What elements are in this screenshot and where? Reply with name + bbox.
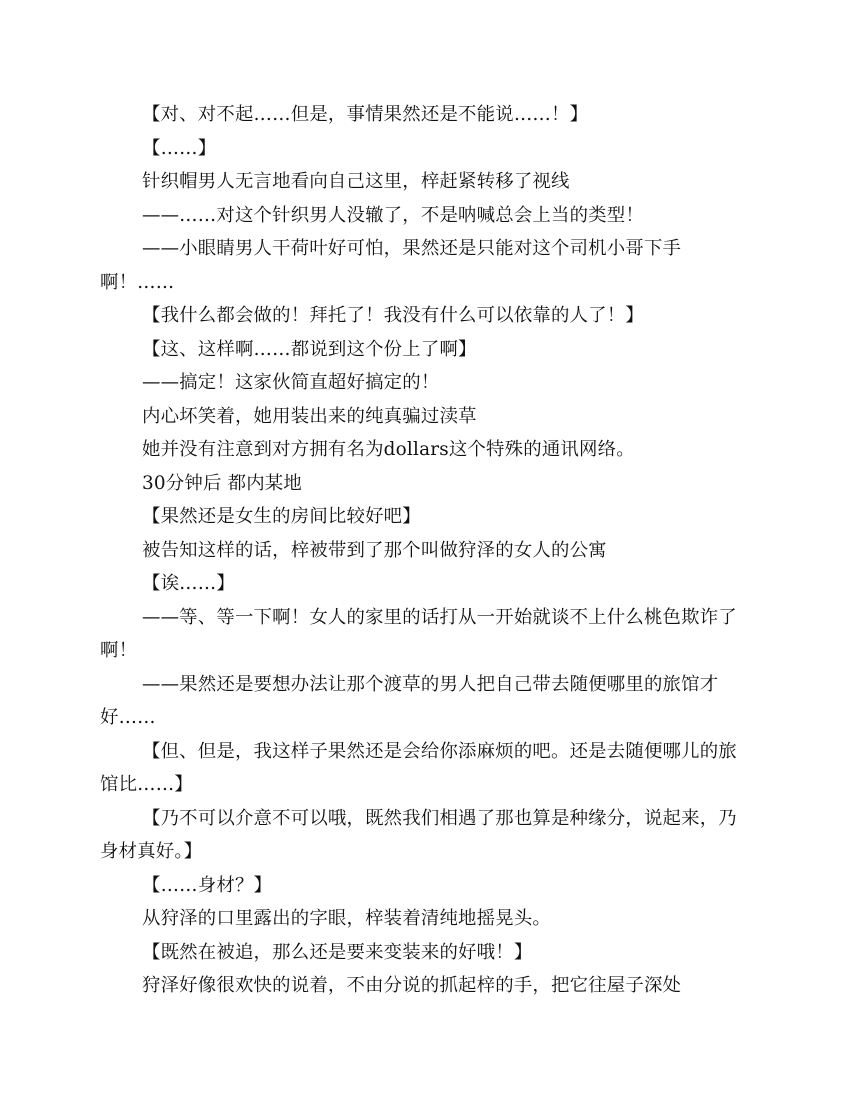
paragraph: ——小眼睛男人干荷叶好可怕，果然还是只能对这个司机小哥下手啊！…… (100, 238, 682, 293)
paragraph: 从狩泽的口里露出的字眼，梓装着清纯地摇晃头。 (142, 908, 551, 929)
paragraph: 【果然还是女生的房间比较好吧】 (142, 506, 421, 527)
paragraph: 30分钟后 都内某地 (142, 472, 302, 494)
paragraph: ——搞定！这家伙简直超好搞定的！ (142, 372, 440, 393)
paragraph: 她并没有注意到对方拥有名为dollars这个特殊的通讯网络。 (142, 439, 635, 460)
paragraph: 【……】 (142, 137, 217, 159)
paragraph: 内心坏笑着，她用装出来的纯真骗过渎草 (142, 405, 477, 427)
paragraph: 狩泽好像很欢快的说着，不由分说的抓起梓的手，把它往屋子深处 (142, 975, 682, 996)
paragraph: 针织帽男人无言地看向自己这里，梓赶紧转移了视线 (142, 171, 570, 192)
paragraph: ——……对这个针织男人没辙了，不是呐喊总会上当的类型！ (142, 204, 644, 226)
document-body (100, 98, 748, 1003)
paragraph: 【诶……】 (142, 573, 235, 594)
paragraph: 【我什么都会做的！拜托了！我没有什么可以依靠的人了！】 (142, 305, 644, 326)
paragraph: 【既然在被追，那么还是要来变装来的好哦！】 (142, 941, 533, 963)
paragraph: 【对、对不起……但是，事情果然还是不能说……！】 (142, 104, 589, 125)
paragraph: ——果然还是要想办法让那个渡草的男人把自己带去随便哪里的旅馆才好…… (100, 673, 719, 728)
paragraph: 被告知这样的话，梓被带到了那个叫做狩泽的女人的公寓 (142, 539, 607, 561)
paragraph: 【但、但是，我这样子果然还是会给你添麻烦的吧。还是去随便哪儿的旅馆比……】 (100, 740, 737, 795)
paragraph: ——等、等一下啊！女人的家里的话打从一开始就谈不上什么桃色欺诈了啊！ (100, 606, 737, 661)
paragraph: 【这、这样啊……都说到这个份上了啊】 (142, 338, 477, 360)
paragraph: 【……身材？】 (142, 874, 273, 896)
paragraph: 【乃不可以介意不可以哦，既然我们相遇了那也算是种缘分，说起来，乃身材真好。】 (100, 807, 737, 862)
